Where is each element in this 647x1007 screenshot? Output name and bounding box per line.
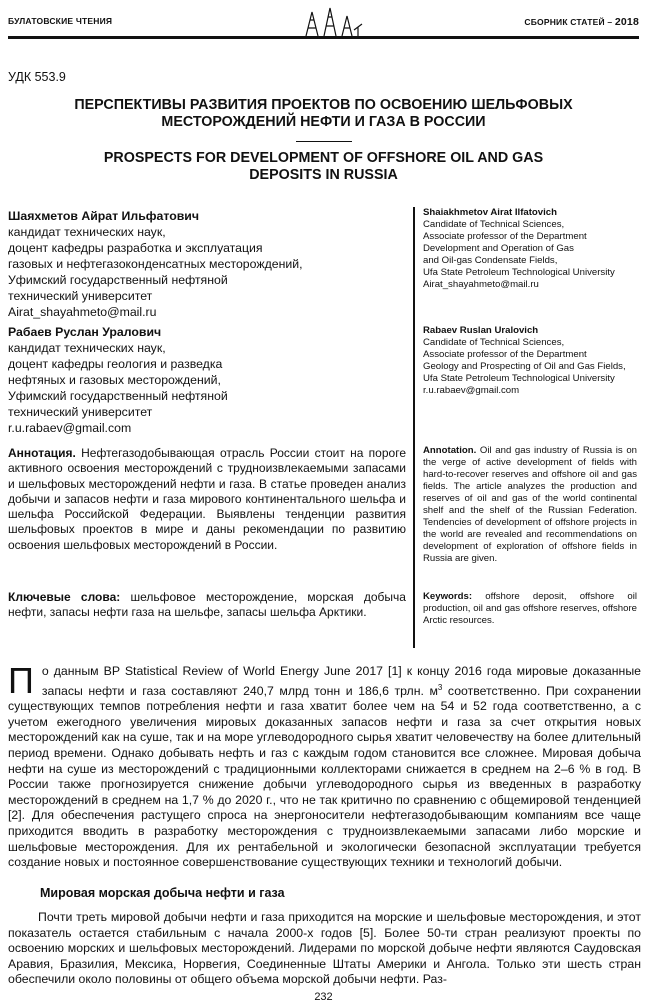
author-email[interactable]: r.u.rabaev@gmail.com bbox=[423, 385, 520, 396]
author-position: Associate professor of the Department bbox=[423, 349, 587, 360]
column-divider bbox=[413, 207, 415, 648]
body-paragraph: Почти треть мировой добычи нефти и газа приходится на морские и шельфовые месторождения, и этот показатель остается стабильным с начала 2000-х годов [5]. Более 50-ти стран реализуют проекты по освоению морских и шельфовых месторождений. Лидерами по морской добыче нефти являются Саудовская Аравия, Бразилия, Мексика, Норвегия, Соединенные Штаты Америки и Ангола. Только эти шесть стран обеспечили около половины от общего объема морской добычи нефти. Раз- bbox=[8, 910, 641, 987]
author-name: Шаяхметов Айрат Ильфатович bbox=[8, 209, 199, 223]
author-degree: кандидат технических наук, bbox=[8, 225, 166, 239]
author-degree: Candidate of Technical Sciences, bbox=[423, 337, 565, 348]
author-department-cont: and Oil-gas Condensate Fields, bbox=[423, 255, 558, 266]
author-degree: Candidate of Technical Sciences, bbox=[423, 219, 565, 230]
author-university: Уфимский государственный нефтяной bbox=[8, 389, 228, 403]
section-heading: Мировая морская добыча нефти и газа bbox=[40, 886, 285, 900]
author-name: Shaiakhmetov Airat Ilfatovich bbox=[423, 207, 557, 218]
header-left-title: БУЛАТОВСКИЕ ЧТЕНИЯ bbox=[8, 16, 113, 26]
author-university-cont: технический университет bbox=[8, 405, 153, 419]
keywords-russian: Ключевые слова: шельфовое месторождение, морская добыча нефти, запасы нефти газа на шельфе, запасы шельфа Арктики. bbox=[8, 590, 406, 620]
title-russian: ПЕРСПЕКТИВЫ РАЗВИТИЯ ПРОЕКТОВ ПО ОСВОЕНИЮ ШЕЛЬФОВЫХ МЕСТОРОЖДЕНИЙ НЕФТИ И ГАЗА В РОССИИ bbox=[74, 97, 573, 130]
keywords-english: Keywords: offshore deposit, offshore oil production, oil and gas offshore reserves, offshore Arctic resources. bbox=[423, 591, 637, 626]
intro-paragraph: По данным BP Statistical Review of World Energy June 2017 [1] к концу 2016 года мировые доказанные запасы нефти и газа составляют 240,7 млрд тонн и 186,6 трлн. $м^3$ соответственно. При сохранении существующих темпов потребления нефти и газа хватит более чем на 54 и 52 года соответственно, а с учетом ежегодного увеличения мировых доказанных запасов нефти и газа за счет открытия новых месторождений как на суше, так и на море углеводородного сырья хватит человечеству на более длительный период времени. Однако добывать нефть и газ с каждым годом становится все сложнее. Мировая добыча нефти на суше из месторождений с традиционными коллекторами снижается в среднем на 2–6 % в год. В России также прогнозируется снижение добычи углеводородного сырья из введенных в разработку месторождений в среднем на 1,7 % до 2020 г., что не так критично по сравнению с общемировой тенденцией [2]. Для обеспечения растущего спроса на энергоносители нефтегазодобывающим компаниям все чаще приходится вводить в разработку месторождения с трудноизвлекаемыми запасами либо морские и шельфовые месторождения. Для их рентабельной и экологически безопасной эксплуатации требуется создание новых и постоянное совершенствование существующих техники и технологий добычи. bbox=[8, 660, 642, 870]
author-department: Geology and Prospecting of Oil and Gas Fields, bbox=[423, 361, 626, 372]
author-position: доцент кафедры геология и разведка bbox=[8, 357, 223, 371]
author-university-cont: технический университет bbox=[8, 289, 153, 303]
author-email[interactable]: Airat_shayahmeto@mail.ru bbox=[8, 305, 157, 319]
author-ru-1 bbox=[8, 208, 406, 320]
author-en-1 bbox=[423, 207, 637, 291]
author-department: нефтяных и газовых месторождений, bbox=[8, 373, 221, 387]
author-ru-2 bbox=[8, 324, 406, 436]
author-department: Development and Operation of Gas bbox=[423, 243, 574, 254]
oil-derricks-icon bbox=[296, 6, 364, 40]
author-en-2 bbox=[423, 325, 637, 397]
page-number: 232 bbox=[314, 991, 333, 1003]
header-rule bbox=[8, 36, 639, 39]
drop-cap: П bbox=[8, 660, 34, 701]
author-university: Ufa State Petroleum Technological University bbox=[423, 373, 615, 384]
running-header bbox=[8, 6, 639, 44]
author-name: Rabaev Ruslan Uralovich bbox=[423, 325, 539, 336]
author-position: Associate professor of the Department bbox=[423, 231, 587, 242]
abstract-english: Annotation. Oil and gas industry of Russia is on the verge of active development of fields with hard-to-recover reserves and offshore oil and gas fields. The article analyzes the production and reserves of oil and gas of the world continental shelf and the shelf of the Russian Federation. Tendencies of development of offshore projects in the world are revealed and recommendations on development of exploration of offshore fields in Russia are given. bbox=[423, 445, 637, 564]
author-university: Уфимский государственный нефтяной bbox=[8, 273, 228, 287]
udk-code: УДК 553.9 bbox=[8, 70, 66, 84]
abstract-russian: Аннотация. Нефтегазодобывающая отрасль России стоит на пороге активного освоения месторождений с трудноизвлекаемыми запасами и шельфовых месторождений нефти и газа. В статье проведен анализ добычи и запасов нефти и газа мирового континентального шельфа и шельфа Российской Федерации. Выявлены тенденции развития шельфовых проектов в мире и даны рекомендации по развитию освоения шельфовых месторождений в России. bbox=[8, 446, 406, 552]
author-department: газовых и нефтегазоконденсатных месторождений, bbox=[8, 257, 303, 271]
header-right-title: СБОРНИК СТАТЕЙ – 2018 bbox=[524, 16, 639, 28]
title-separator bbox=[296, 141, 352, 142]
author-degree: кандидат технических наук, bbox=[8, 341, 166, 355]
author-email[interactable]: Airat_shayahmeto@mail.ru bbox=[423, 279, 539, 290]
author-position: доцент кафедры разработка и эксплуатация bbox=[8, 241, 263, 255]
author-email[interactable]: r.u.rabaev@gmail.com bbox=[8, 421, 132, 435]
author-name: Рабаев Руслан Уралович bbox=[8, 325, 162, 339]
title-english: PROSPECTS FOR DEVELOPMENT OF OFFSHORE OIL AND GAS DEPOSITS IN RUSSIA bbox=[103, 150, 544, 183]
author-university: Ufa State Petroleum Technological University bbox=[423, 267, 615, 278]
